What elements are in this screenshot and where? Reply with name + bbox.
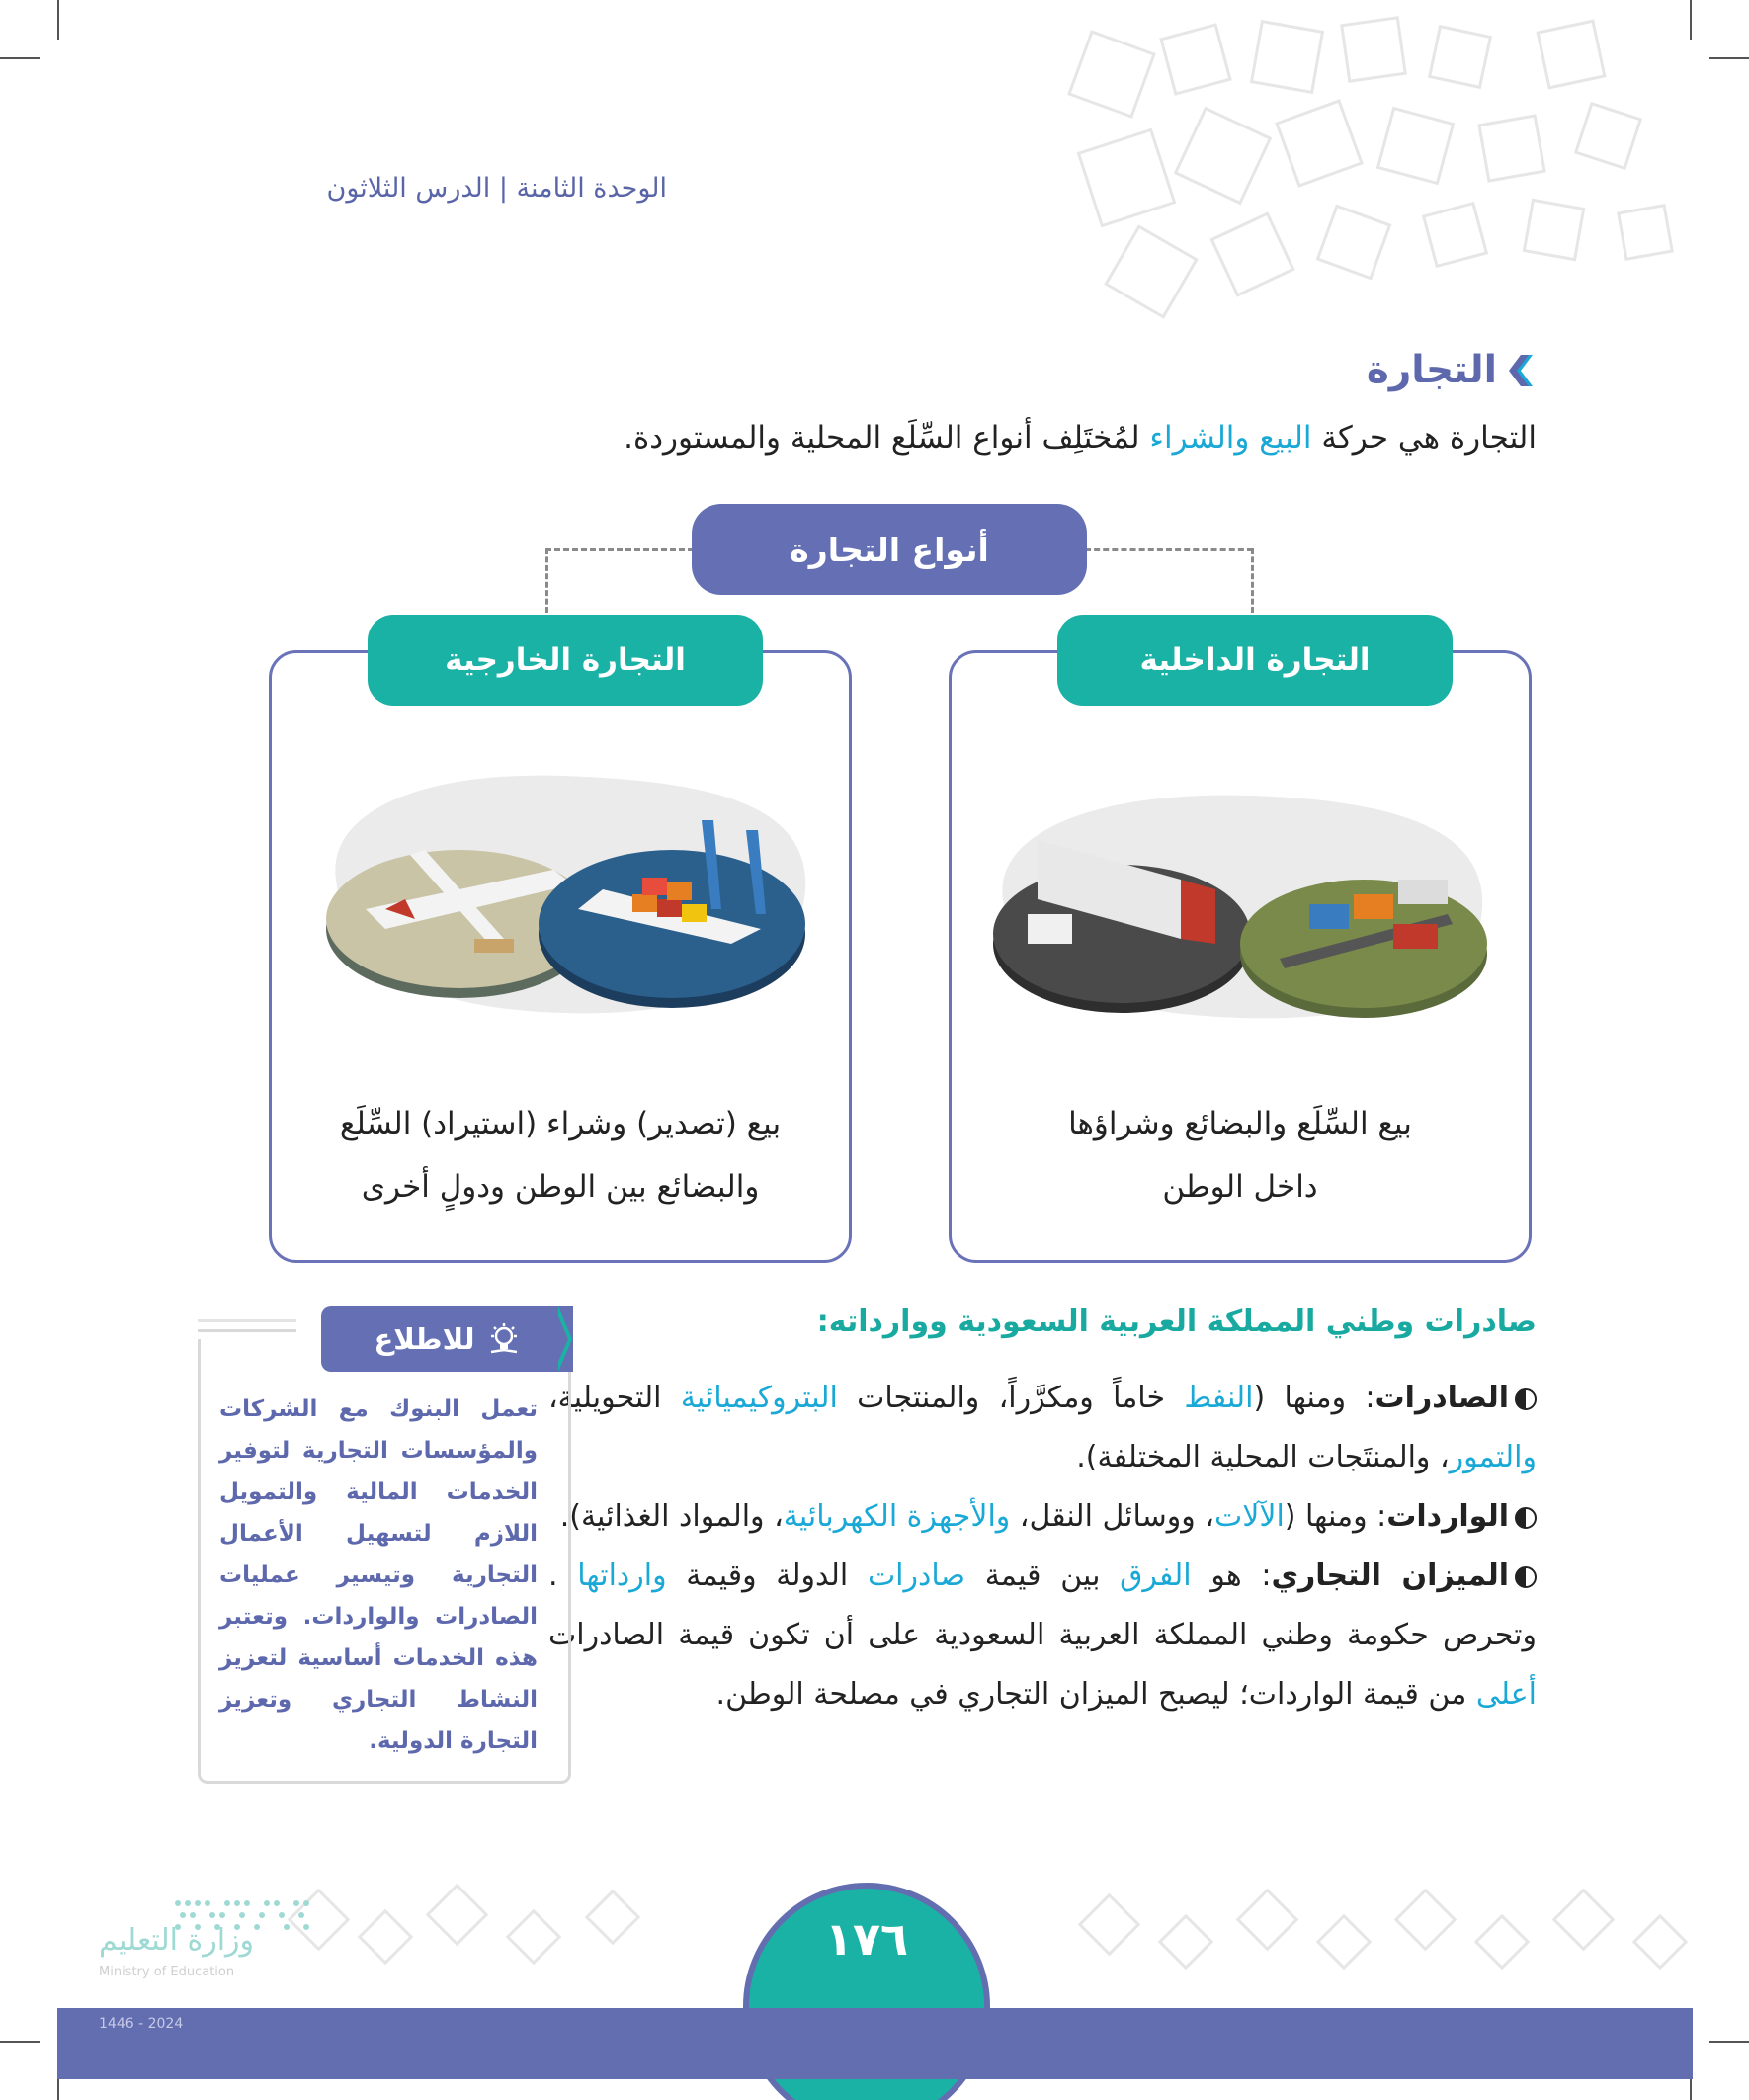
trade-body-text xyxy=(548,1369,1537,1724)
external-trade-line: والبضائع بين الوطن ودولٍ أخرى xyxy=(361,1169,760,1205)
bullet-icon xyxy=(1515,1507,1537,1529)
footer-band-overlay xyxy=(57,2008,1693,2079)
exports-text: خاماً ومكرَّراً، والمنتجات xyxy=(837,1381,1185,1415)
balance-text: الدولة وقيمة xyxy=(666,1558,868,1593)
exports-highlight: النفط xyxy=(1184,1381,1254,1415)
exports-text: ، والمنتَجات المحلية المختلفة). xyxy=(1076,1440,1450,1474)
imports-highlight: والأجهزة الكهربائية xyxy=(783,1499,1011,1534)
imports-highlight: الآلات xyxy=(1213,1499,1285,1534)
balance-label: الميزان التجاري xyxy=(1271,1558,1509,1593)
intro-highlight: البيع والشراء xyxy=(1149,420,1312,456)
sidebar-tab xyxy=(321,1306,573,1372)
connector-line xyxy=(1085,548,1253,551)
intro-text: التجارة هي حركة xyxy=(1311,420,1537,456)
exports-paragraph xyxy=(548,1369,1537,1487)
ministry-name-english: Ministry of Education xyxy=(99,1965,235,1979)
crop-mark xyxy=(57,0,59,40)
road-rail-transport-illustration xyxy=(983,781,1497,1028)
trade-types-label: أنواع التجارة xyxy=(692,504,1087,595)
balance-text: . وتحرص حكومة وطني المملكة العربية السعودية على أن تكون قيمة الصادرات xyxy=(548,1558,1537,1652)
balance-text: بين قيمة xyxy=(964,1558,1121,1593)
section-title-text: التجارة xyxy=(1366,348,1497,392)
chevron-left-icon xyxy=(1507,351,1537,390)
balance-highlight: الفرق xyxy=(1120,1558,1192,1593)
exports-label: الصادرات xyxy=(1374,1381,1509,1415)
external-trade-description xyxy=(279,1092,842,1218)
balance-highlight: وارداتها xyxy=(577,1558,667,1593)
balance-text: : هو xyxy=(1191,1558,1272,1593)
section-title xyxy=(1367,348,1537,392)
exports-text: التحويلية، xyxy=(548,1381,681,1415)
exports-text: : ومنها ( xyxy=(1253,1381,1375,1415)
external-trade-line: بيع (تصدير) وشراء (استيراد) السِّلَع xyxy=(339,1106,782,1141)
internal-trade-line: بيع السِّلَع والبضائع وشراؤها xyxy=(1068,1106,1412,1141)
imports-label: الواردات xyxy=(1386,1499,1509,1534)
internal-trade-line: داخل الوطن xyxy=(1162,1169,1318,1205)
intro-text: لمُختَلِف أنواع السِّلَع المحلية والمستوردة. xyxy=(624,420,1150,456)
balance-paragraph xyxy=(548,1547,1537,1724)
imports-paragraph xyxy=(548,1487,1537,1547)
connector-line xyxy=(545,548,694,551)
sidebar-frame-line xyxy=(198,1319,296,1322)
exports-highlight: والتمور xyxy=(1449,1440,1537,1474)
crop-mark xyxy=(0,57,40,59)
internal-trade-description xyxy=(958,1092,1522,1218)
air-sea-freight-illustration xyxy=(306,761,820,1028)
crop-mark xyxy=(1709,57,1749,59)
crop-mark xyxy=(1709,2041,1749,2043)
imports-text: ، ووسائل النقل، xyxy=(1010,1499,1214,1534)
sidebar-text: تعمل البنوك مع الشركات والمؤسسات التجارية لتوفير الخدمات المالية والتمويل اللازم لتسهيل الأعمال التجارية وتيسير عمليات الصادرات والواردات. وتعتبر هذه الخدمات أساسية لتعزيز النشاط التجاري وتعزيز التجارة الدولية. xyxy=(219,1396,538,1754)
imports-text: : ومنها ( xyxy=(1284,1499,1387,1534)
balance-highlight: صادرات xyxy=(867,1558,965,1593)
running-head: الوحدة الثامنة | الدرس الثلاثون xyxy=(326,173,667,204)
imports-text: ، والمواد الغذائية). xyxy=(559,1499,784,1534)
sidebar-tab-label: للاطلاع xyxy=(374,1322,475,1356)
connector-line xyxy=(1251,548,1254,613)
edition-year: 2024 - 1446 xyxy=(99,2016,184,2032)
sidebar-frame-line xyxy=(198,1329,296,1332)
bullet-icon xyxy=(1515,1566,1537,1588)
balance-text: من قيمة الواردات؛ ليصبح الميزان التجاري في مصلحة الوطن. xyxy=(715,1677,1476,1712)
internal-trade-title: التجارة الداخلية xyxy=(1057,615,1453,706)
sidebar-tab-chevron-icon xyxy=(558,1306,576,1386)
lightbulb-icon xyxy=(487,1322,521,1356)
crop-mark xyxy=(1690,0,1692,40)
exports-highlight: البتروكيميائية xyxy=(680,1381,838,1415)
balance-highlight: أعلى xyxy=(1475,1677,1537,1712)
crop-mark xyxy=(0,2041,40,2043)
page-number: ١٧٦ xyxy=(824,1912,909,1966)
intro-paragraph xyxy=(232,420,1537,456)
external-trade-title: التجارة الخارجية xyxy=(368,615,763,706)
exports-imports-heading: صادرات وطني المملكة العربية السعودية ووارداته: xyxy=(816,1304,1537,1339)
connector-line xyxy=(545,548,548,613)
ministry-name-arabic: وزارة التعليم xyxy=(99,1923,255,1958)
bullet-icon xyxy=(1515,1388,1537,1410)
